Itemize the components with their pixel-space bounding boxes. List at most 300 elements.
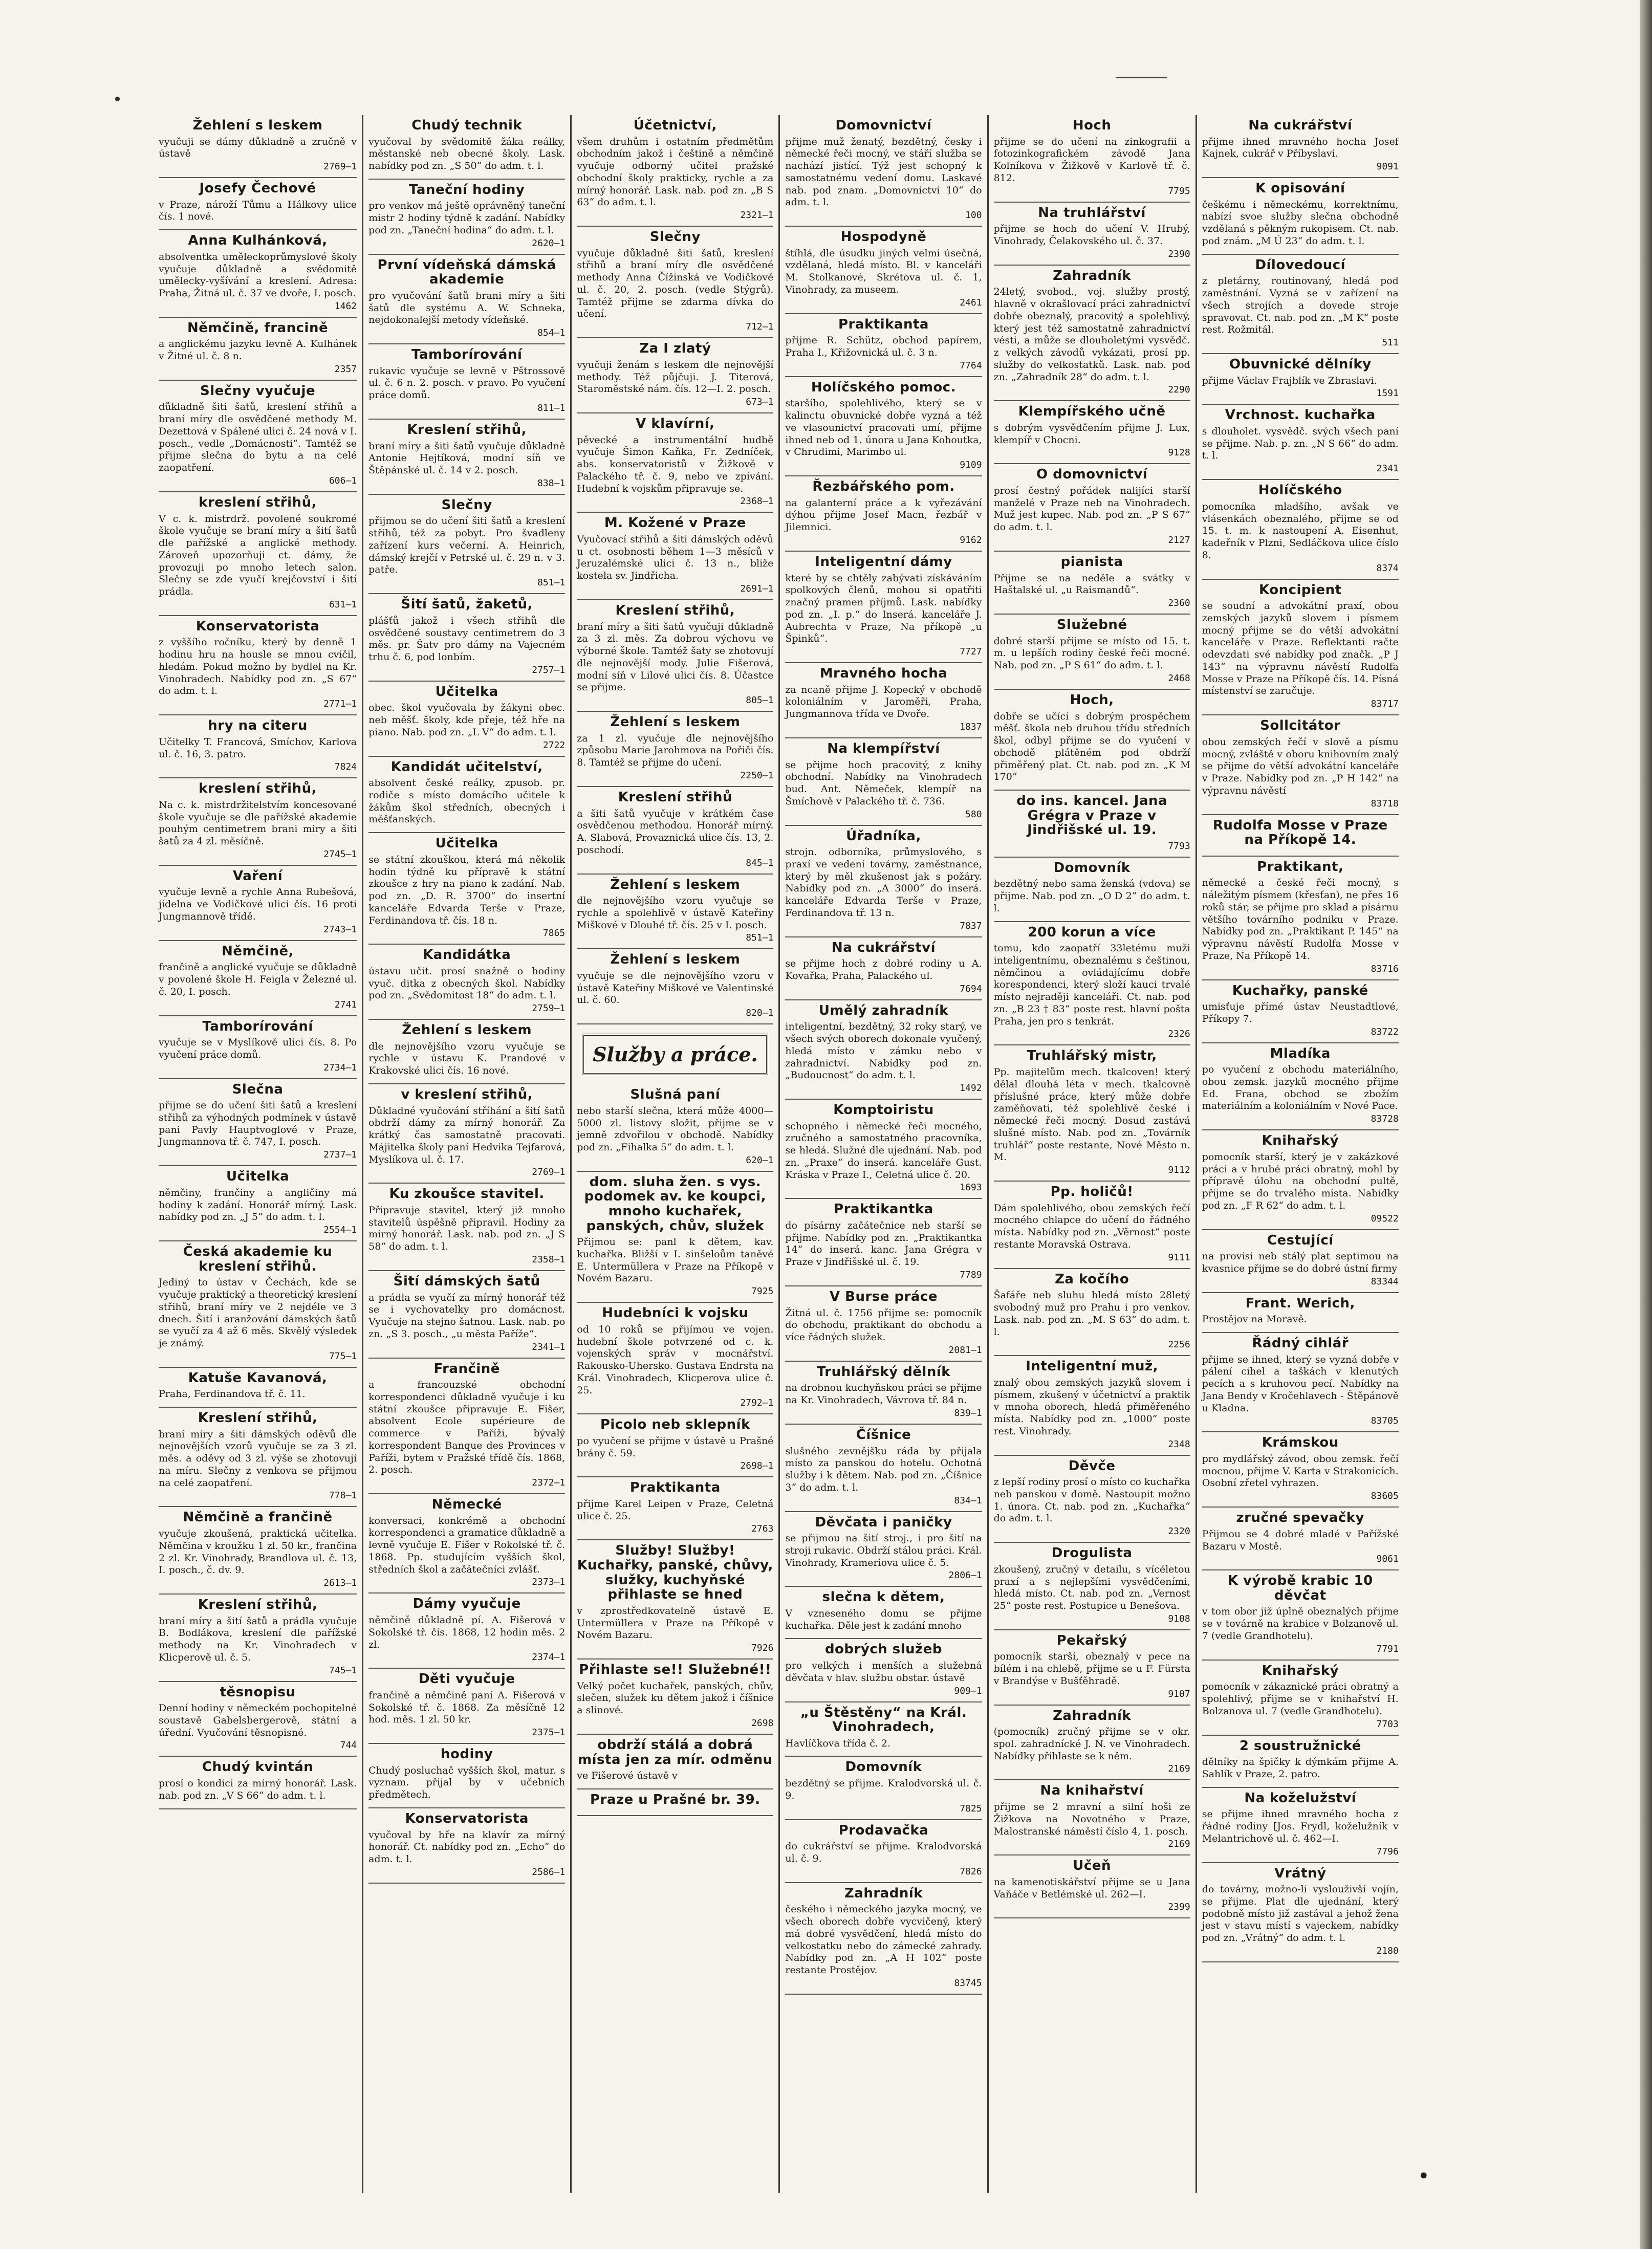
ad-title: Němčině, [222, 943, 294, 959]
ad-code: 9111 [1168, 1252, 1190, 1263]
ad-text: se státní zkouškou, která má několik hodin týdně ku přípravě k státní zkoušce z hry na piano k zadání. Nab. pod zn. „D. R. 3700“ do insertní kanceláře Edvarda Terše v Praze, Ferdinandova tř. čís. 18 n. [368, 854, 566, 926]
ad-title: Praze u Prašné br. 39. [590, 1792, 760, 1807]
ad-title: Zahradník [1053, 1708, 1132, 1723]
ad-title: Praktikant, [1257, 859, 1344, 875]
ad-title: Klempířského učně [1018, 404, 1166, 420]
ad-title: Vaření [233, 868, 283, 884]
ad-code: 2358—1 [532, 1254, 566, 1265]
ad-title: Na cukrářství [1248, 118, 1353, 133]
ad-text: pomocník v zákaznické práci obratný a spolehlivý, přijme se v knihařství H. Bolzanova ul. 7 (vedle Grandhotelu). [1202, 1681, 1399, 1717]
classified-ad [159, 778, 357, 866]
ad-text: němčiny, frančiny a angličiny má hodiny k zadání. Honorář mírný. Lask. nabídky pod zn. „J 5“ do adm. t. l. [159, 1187, 357, 1223]
ad-title: Němčině a frančině [183, 1510, 333, 1525]
ad-title: Kandidátka [423, 947, 511, 963]
ad-text: pomocník starší, který je v zakázkové práci a v hrubé práci obratný, mohl by přípravě úlohu na obchodní pultě, přijme se do trvalého místa. Nabídky pod zn. „F R 62“ do adm. t. l. [1202, 1151, 1399, 1211]
classified-ad [159, 1408, 357, 1507]
ad-text: V vzneseného domu se přijme kuchařka. Děle jest k zadání mnoho [785, 1607, 982, 1631]
ad-text: do cukrářství se přijme. Kralodvorská ul. č. 9. [785, 1841, 982, 1864]
ad-code: 2357 [334, 363, 357, 375]
ad-text: braní míry a šiti dámských oděvů dle nejnovějších vzorů vyučuje se za 3 zl. měs. a oděvy od 3 zl. výše se zhotovují na míru. Slečny z venkova se přijmou na celé zaopatření. [159, 1428, 357, 1489]
ad-code: 7727 [960, 646, 982, 658]
ad-text: přijme Karel Leipen v Praze, Celetná ulice č. 25. [577, 1498, 774, 1522]
ad-title: Děvče [1068, 1458, 1116, 1474]
ad-code: 2759—1 [532, 1003, 566, 1014]
ad-code: 805—1 [746, 695, 774, 706]
classified-ad [159, 492, 357, 616]
classified-ad [577, 1540, 773, 1660]
classified-ad [785, 826, 982, 937]
ad-text: s dlouholet. vysvědč. svých všech paní se přijme. Nab. p. zn. „N S 66“ do adm. t. l. [1202, 425, 1399, 462]
classified-ad [368, 1084, 565, 1184]
ad-code: 1591 [1376, 388, 1399, 399]
ad-code: 83718 [1371, 798, 1399, 809]
classified-ad [1202, 1788, 1399, 1863]
classified-ad [159, 866, 357, 941]
ad-code: 580 [965, 809, 982, 820]
ad-code: 7703 [1376, 1718, 1399, 1730]
ad-code: 2180 [1376, 1945, 1399, 1956]
ad-title: hodiny [441, 1746, 493, 1762]
ad-title: Tamborírování [411, 347, 523, 363]
ad-code: 2169 [1168, 1839, 1190, 1850]
classified-ad [577, 949, 773, 1024]
ad-text: Důkladné vyučování stříhání a šití šatů obdrží dámy za mírný honorář. Za krátký čas samostatně pracovati. Májitelka školy paní Hedvika Tejfarová, Myslíkova ul. č. 17. [368, 1105, 566, 1165]
ad-text: Havlíčkova třída č. 2. [785, 1737, 891, 1749]
ad-code: 2741 [334, 999, 357, 1010]
ad-code: 775—1 [329, 1350, 357, 1362]
ad-code: 2290 [1168, 384, 1190, 396]
ad-code: 09522 [1371, 1213, 1399, 1224]
classified-ad [785, 1000, 982, 1100]
ad-code: 2691—1 [740, 583, 774, 594]
ad-text: plášťů jakož i všech střihů dle osvědčené soustavy centimetrem do 3 měs. pr. Šatv pro dámy na Vajecném trhu č. 6, pod lonbím. [368, 615, 566, 663]
classified-ad [159, 1079, 357, 1167]
classified-ad [577, 1789, 773, 1817]
corner-bullet-icon: • [113, 90, 122, 109]
ad-code: 7796 [1376, 1846, 1399, 1857]
ad-text: tomu, kdo zaopatří 33letému muži inteligentnímu, obeznalému s češtinou, němčinou a ovládajícímu dobře korespondenci, který složí kauci trvalé místo nejraději kanceláři. Ct. nab. pod zn. „B 23 † 83“ poste rest. hlavní pošta Praha, jen pro s tenkrát. [993, 943, 1190, 1027]
classified-ad [994, 1045, 1190, 1182]
ad-text: Praha, Ferdinandova tř. č. 11. [159, 1388, 306, 1400]
classified-ad [1202, 1230, 1399, 1293]
classified-ad [368, 1808, 565, 1884]
ad-title: dom. sluha žen. s vys. podomek av. ke koupci, mnoho kuchařek, panských, chův, služek [584, 1174, 767, 1234]
classified-ad [785, 1286, 982, 1362]
ad-code: 83717 [1371, 698, 1399, 710]
classified-ad [994, 615, 1190, 690]
classified-ad [994, 552, 1190, 615]
ad-code: 2722 [542, 739, 566, 751]
ad-text: na provisi neb stálý plat septimou na kvasnice přijme se do dobré ústní firmy [1202, 1251, 1399, 1274]
classified-ad [159, 318, 357, 381]
classified-ad [1202, 815, 1399, 857]
ad-title: hry na citeru [208, 718, 308, 734]
column-6 [1195, 115, 1404, 2193]
ad-code: 2372—1 [532, 1477, 566, 1489]
classified-ad [577, 1172, 773, 1303]
ad-code: 7926 [751, 1643, 774, 1654]
ad-code: 7925 [751, 1286, 774, 1297]
ad-title: „u Štěstěny“ na Král. Vinohradech, [800, 1705, 967, 1735]
ad-text: se přijme hoch pracovitý, z knihy obchodní. Nabídky na Vinohradech bud. Ant. Němeček, klempíř na Šmíchově v Palackého tř. č. 736. [785, 759, 982, 807]
classified-ad [785, 1639, 982, 1702]
ad-text: pro vyučování šatů brani míry a šiti šatů dle systému A. W. Schneka, nejdokonalejší metody vídeňské. [368, 290, 566, 326]
classified-ad [368, 1494, 565, 1593]
ad-title: v kreslení střihů, [401, 1086, 533, 1102]
ad-title: Slušná paní [630, 1087, 721, 1103]
classified-ad [159, 1368, 357, 1408]
ad-title: O domovnictví [1036, 467, 1148, 483]
ad-text: braní míry a šiti šatů vyučuji důkladně za 3 zl. měs. Za dobrou výchovu ve výborné škole. Tamtéž šaty se zhotovují dle nejnovější mody. Julie Fišerová, modní síň v Lilové ulici čís. 8. Účastce se přijme. [577, 621, 774, 693]
ad-text: vyučoval by hře na klavír za mírný honorář. Ct. nabídky pod zn. „Echo“ do adm. t. l. [368, 1829, 566, 1865]
ad-text: z lepší rodiny prosí o místo co kuchařka neb panskou v domě. Nastoupit možno 1. února. Ct. nab. pod zn. „Kuchařka“ do adm. t. l. [993, 1476, 1190, 1524]
ad-title: slečna k dětem, [822, 1589, 945, 1605]
classified-ad [994, 464, 1190, 552]
ad-code: 838—1 [537, 477, 566, 489]
classified-ad [1202, 1130, 1399, 1230]
ad-title: Vrátný [1274, 1865, 1327, 1881]
ad-code: 2368—1 [740, 496, 774, 507]
classified-ad [785, 1362, 982, 1425]
ad-title: 2 soustružnické [1239, 1738, 1361, 1754]
classified-ad [577, 1414, 773, 1477]
classified-ad [785, 1199, 982, 1286]
ad-text: slušného zevnějšku ráda by přijala místo za panskou do hotelu. Ochotná služby i k dětem. Nab. pod zn. „Číšnice 3“ do adm. t. l. [785, 1445, 982, 1493]
ad-text: a anglickému jazyku levně A. Kulhánek v Žitné ul. č. 8 n. [159, 338, 357, 362]
classified-ad [577, 513, 773, 600]
ad-text: dle nejnovějšího vzoru vyučuje se rychle a spolehlivě v ústavě Kateřiny Miškové v Dlouhé tř. čís. 25 v I. posch. [577, 895, 774, 931]
ad-title: Krámskou [1262, 1435, 1339, 1451]
ad-code: 2326 [1168, 1029, 1190, 1040]
ad-text: staršího, spolehlivého, který se v kalinctu obuvnické dobře vyzná a též ve vlasounictví pracovati umí, přijme ihned neb od 1. února u Jana Kohoutka, v Chrudimi, Marimbo ul. [785, 398, 982, 458]
ad-text: Připravuje stavitel, který již mnoho stavitelů úspěšně připravil. Hodiny za mírný honorář. Lask. nab. pod zn. „J S 58“ do adm. t. l. [368, 1204, 566, 1253]
classified-ad [785, 1587, 982, 1639]
ad-code: 2081—1 [948, 1344, 982, 1356]
ad-code: 2757—1 [532, 664, 566, 675]
classified-ad [159, 1757, 357, 1809]
ad-title: Na knihařství [1040, 1783, 1144, 1799]
classified-ad [994, 1855, 1190, 1918]
classified-ad [159, 381, 357, 492]
ad-title: obdrží stálá a dobrá místa jen za mír. odměnu [578, 1737, 773, 1767]
ad-code: 2698—1 [740, 1460, 774, 1472]
ad-text: Na c. k. mistrdržitelstvím koncesované škole vyučuje se dle pařížské akademie pouhým centimetrem brani miry a šiti šatů za 4 zl. měsíčně. [159, 799, 357, 847]
classified-ad [577, 1477, 773, 1540]
ad-title: Prodavačka [838, 1822, 929, 1838]
classified-ad [368, 1020, 565, 1084]
ad-text: německé a české řeči mocný, s náležitým písmem (křesťan), ne přes 16 roků stár, se přijme pro sklad a písárnu většího továrního podniku v Praze. Nabídky pod zn. „Praktikant P. 145“ na výpravnu návěstí Rudolfa Mosse v Praze, Na Příkopě 14. [1202, 877, 1399, 962]
ad-code: 2769—1 [323, 161, 357, 172]
column-3 [570, 115, 778, 2193]
classified-ad [1202, 1508, 1399, 1570]
ad-code: 2698 [751, 1717, 774, 1729]
ad-title: Komptoiristu [833, 1102, 934, 1118]
ad-title: Domovník [1053, 860, 1131, 876]
ad-code: 100 [965, 210, 982, 221]
ad-text: pro velkých i menších a služebná děvčata v hlav. službu obstar. ústavě [785, 1660, 982, 1684]
ad-title: Žehlení s leskem [192, 118, 323, 133]
classified-ad [368, 1744, 565, 1808]
ad-code: 2320 [1168, 1526, 1190, 1537]
ad-title: Dámy vyučuje [412, 1596, 521, 1612]
ad-title: do ins. kancel. Jana Grégra v Praze v Jindřišské ul. 19. [1016, 793, 1168, 838]
classified-ad [577, 413, 773, 513]
ad-text: přijme se 2 mravní a silní hoši ze Žižkova na Novotného v Praze, Malostranské náměstí číslo 4, 1. posch. [993, 1801, 1190, 1837]
ad-text: po vyučení se přijme v ústavě u Prašné brány č. 59. [577, 1435, 774, 1459]
classified-ad [1202, 857, 1399, 980]
ad-title: kreslení střihů, [199, 494, 317, 510]
ad-text: absolvent české reálky, zpusob. pr. rodiče s místo domácího učitele k žákům škol středních, obecných i měšťanských. [368, 777, 566, 825]
classified-ad [1202, 1432, 1399, 1508]
ad-code: 7825 [960, 1803, 982, 1814]
ad-title: Hoch [1072, 118, 1112, 133]
classified-ad [785, 314, 982, 377]
ad-text: Šafáře neb sluhu hledá místo 28letý svobodný muž pro Prahu i pro venkov. Lask. nab. pod zn. „M. S 63“ do adm. t. l. [993, 1290, 1190, 1338]
ad-code: 2374—1 [532, 1652, 566, 1663]
ad-text: prosí o kondici za mírný honorář. Lask. nab. pod zn. „V S 66“ do adm. t. l. [159, 1778, 357, 1801]
ad-code: 2743—1 [323, 924, 357, 935]
ad-title: Knihařský [1262, 1133, 1339, 1149]
classified-ad [159, 1241, 357, 1368]
ad-text: přijme Václav Frajblík ve Zbraslavi. [1202, 375, 1377, 386]
classified-ad [994, 1630, 1190, 1706]
ad-title: Němčině, francině [187, 320, 329, 336]
ad-title: Frant. Werich, [1245, 1295, 1355, 1311]
ad-code: 2348 [1168, 1438, 1190, 1450]
ad-text: češkému i německému, korrektnímu, nabízí svoe služby slečna obchodně vzdělaná s pěkným rukopisem. Ct. nab. pod znám. „M Ú 23“ do adm. t. l. [1202, 199, 1399, 247]
ad-code: 83716 [1371, 963, 1399, 974]
ad-title: Hoch, [1070, 692, 1114, 708]
ad-text: schopného i německé řeči mocného, zručného a samostatného pracovníka, se hledá. Služné dle ujednání. Nab. pod zn. „Praxe“ do inserá. kanceláře Gust. Kráska v Praze I., Celetná ulice č. 20. [785, 1120, 982, 1181]
ad-title: Praktikanta [629, 1480, 721, 1496]
ad-text: Velký počet kuchařek, panských, chův, slečen, služek ku dětem jakož i číšnice a slinové. [577, 1680, 774, 1716]
ad-title: Chudý technik [411, 118, 523, 133]
ad-title: Slečny vyučuje [200, 383, 316, 399]
ad-text: Denní hodiny v německém pochopitelné soustavě Gabelsbergerově, státní a úřední. Vyučování těsnopisné. [159, 1702, 357, 1738]
top-rule [1116, 77, 1167, 78]
classified-ad [1202, 715, 1399, 815]
ad-code: 673—1 [746, 397, 774, 408]
classified-ad [1202, 1570, 1399, 1660]
classified-ad [159, 1507, 357, 1595]
ad-text: Přijmou se 4 dobré mladé v Pařížské Bazaru v Mostě. [1202, 1528, 1399, 1552]
classified-ad [368, 255, 565, 344]
ad-text: českého i německého jazyka mocný, ve všech oborech dobře vycvičený, který má dobré vysvědčení, hledá místo do velkostatku nebo do zámecké zahrady. Nabídky pod zn. „A H 102“ poste restante Prostějov. [785, 1904, 982, 1976]
ad-title: Picolo neb sklepník [600, 1417, 750, 1433]
ad-text: dělníky na špičky k dýmkám přijme A. Sahlík v Praze, 2. patro. [1202, 1756, 1399, 1780]
ad-title: pianista [1060, 554, 1123, 570]
ad-title: M. Kožené v Praze [604, 515, 746, 531]
ad-code: 2390 [1168, 248, 1190, 259]
ad-code: 9107 [1168, 1688, 1190, 1699]
classified-ad [159, 178, 357, 230]
classified-ad [1202, 1863, 1399, 1962]
ad-code: 2375—1 [532, 1727, 566, 1738]
ad-title: Josefy Čechové [199, 181, 316, 196]
ad-title: Děvčata i paničky [815, 1514, 952, 1530]
ad-code: 909—1 [954, 1685, 982, 1696]
classified-ad [159, 941, 357, 1016]
ad-title: Konservatorista [405, 1810, 529, 1826]
ad-title: Děti vyučuje [418, 1671, 515, 1687]
classified-ad [785, 227, 982, 314]
ad-title: Koncipient [1259, 582, 1342, 598]
ad-code: 854—1 [537, 327, 566, 339]
scan-edge [1640, 0, 1652, 2249]
ad-text: štíhlá, dle úsudku jiných velmi úsečná, vzdělaná, hledá místo. Bl. v kanceláři M. Stolkanové, Skrétova ul. č. 1, Vinohrady, za museem. [785, 247, 982, 295]
ad-code: 778—1 [329, 1490, 357, 1501]
ad-code: 2321—1 [740, 210, 774, 221]
classified-ad [368, 420, 565, 495]
classified-ad [785, 1425, 982, 1512]
ad-text: obou zemských řečí v slově a písmu mocný, zvláště v oboru knihovním znalý se přijme do větší advokátní kanceláře v Praze. Nabídky pod zn. „P H 142“ na výpravnu návěstí [1202, 736, 1399, 796]
ad-code: 2620—1 [532, 237, 566, 249]
ad-title: Žehlení s leskem [610, 952, 741, 968]
ad-code: 7824 [334, 761, 357, 773]
ad-text: vyučuji se dámy důkladně a zručně v ústavě [159, 136, 357, 160]
classified-ad [577, 875, 773, 950]
classified-ad [1202, 1661, 1399, 1736]
ad-title: Šití dámských šatů [393, 1273, 540, 1289]
ad-text: a francouzské obchodní korrespondenci důkladně vyučuje i ku státní zkoušce připravuje E. Fišer, absolvent Ecole supérieure de commerce v Paříži, bývalý korrespondent Banque des Provinces v Paříži, bytem v Pražské třídě čís. 1868, 2. posch. [368, 1379, 566, 1476]
ad-text: přijme se do učení šiti šatů a kreslení střihů za výhodných podmínek v ústavě pani Pavly Hauptvoglové v Praze, Jungmannova tř. č. 747, I. posch. [159, 1100, 357, 1148]
ad-text: z vyššího ročníku, který by denně 1 hodinu hru na housle se mnou cvičil, hledám. Pokud možno by bydlel na Kr. Vinohradech. Nabídky pod zn. „S 67“ do adm. t. l. [159, 637, 357, 697]
ad-code: 839—1 [954, 1407, 982, 1418]
ad-code: 2461 [960, 297, 982, 308]
ad-code: 2554—1 [323, 1225, 357, 1236]
ad-title: Na cukrářství [831, 940, 936, 955]
ad-code: 2341—1 [532, 1341, 566, 1352]
ad-text: přijmou se do učení šiti šatů a kreslení střihů, též za pobyt. Pro švadleny zařízení kurs večerní. A. Heinrich, dámský krejčí v Petrské ul. č. 29 n. v 3. patře. [368, 515, 566, 576]
ad-title: Řádný cihlář [1252, 1336, 1349, 1351]
ad-title: Holíčského pomoc. [811, 379, 957, 395]
ad-title: zručné spevačky [1236, 1510, 1364, 1526]
ad-text: pěvecké a instrumentální hudbě vyučuje Šimon Kaňka, Fr. Zedníček, abs. konservatoristů v Žižkově v Palackého tř. č. 9, nebo ve zpívání. Hudební k vojskům připravuje se. [577, 434, 774, 494]
classified-ad [1202, 115, 1399, 178]
classified-ad [785, 738, 982, 826]
classified-ad [785, 476, 982, 552]
ad-title: Domovnictví [835, 118, 932, 133]
ad-text: s dobrým vysvědčením přijme J. Lux, klempíř v Chocni. [993, 422, 1190, 446]
ad-title: Pp. holičů! [1050, 1184, 1134, 1200]
ad-text: inteligentní, bezdětný, 32 roky starý, ve všech svých oborech dokonale vyučený, hledá místo v zámku nebo v zahradnictví. Nabídky pod zn. „Budoucnost“ do adm. t. l. [785, 1021, 982, 1081]
ad-title: Učitelka [435, 836, 498, 851]
ad-text: V c. k. mistrdrž. povolené soukromé škole vyučuje se braní míry a šití šatů dle pařížské a anglické methody. Zároveň upozorňuji ct. dámy, že provozuji po mnoho letech salon. Slečny se zde vyučí krejčovství i šití prádla. [159, 513, 357, 598]
ad-code: 1837 [960, 721, 982, 732]
ad-code: 7791 [1376, 1643, 1399, 1654]
ad-title: Kandidát učitelství, [390, 759, 543, 775]
classified-ad [785, 663, 982, 738]
classified-ad [785, 115, 982, 227]
ad-text: dle nejnovějšího vzoru vyučuje se rychle v ústavu K. Prandové v Krakovské ulici čís. 16 nové. [368, 1040, 566, 1077]
classified-ad [994, 858, 1190, 922]
ad-text: braní míry a šiti šatů vyučuje důkladně Antonie Hejtíková, modní síň ve Štěpánské ul. č. 14 v 2. posch. [368, 440, 566, 476]
classified-ad [994, 1456, 1190, 1543]
ad-text: němčině důkladně pí. A. Fišerová v Sokolské tř. čís. 1868, 12 hodin měs. 2 zl. [368, 1614, 566, 1650]
ad-text: přijme R. Schütz, obchod papírem, Praha I., Křižovnická ul. č. 3 n. [785, 335, 982, 359]
ad-title: V klavírní, [636, 416, 715, 432]
ad-code: 83344 [1371, 1276, 1399, 1287]
ad-title: Hospodyně [840, 229, 927, 245]
ad-title: Inteligentní dámy [815, 554, 952, 570]
ad-code: 9091 [1376, 161, 1399, 172]
classified-ad [577, 115, 773, 227]
ad-title: Umělý zahradník [818, 1002, 949, 1018]
classified-ad [994, 922, 1190, 1046]
ad-text: z pletárny, routinovaný, hledá pod zaměstnání. Vyzná se v zařízení na všech strojích a dovede stroje spravovat. Ct. nab. pod zn. „M K“ poste rest. Rožmitál. [1202, 275, 1399, 336]
classified-ad [577, 1303, 773, 1414]
ad-title: Praktikantka [834, 1202, 933, 1217]
ad-title: Mladíka [1270, 1045, 1331, 1061]
ad-title: Služebné [1056, 617, 1127, 633]
ad-text: v tom obor již úplně obeznalých přijme se v továrně na krabice v Bolzanově ul. 7 (vedle Grandhotelu). [1202, 1606, 1399, 1642]
ad-title: Kreslení střihů, [407, 422, 527, 438]
classified-ad [1202, 980, 1399, 1043]
ad-text: zkoušený, zručný v detailu, s vícéletou praxí a s nejlepšími vysvědčeními, hledá místo. Ct. nab. pod zn. „Vernost 25“ poste rest. Postupice u Benešova. [993, 1563, 1190, 1612]
classified-ad [994, 203, 1190, 266]
ad-text: Prostějov na Moravě. [1202, 1314, 1307, 1325]
ad-title: Za kočího [1055, 1271, 1129, 1287]
ad-title: K výrobě krabic 10 děvčat [1227, 1573, 1373, 1603]
ad-text: v Praze, nároží Tůmu a Hálkovy ulice čís. 1 nové. [159, 199, 357, 223]
ad-text: přijme se do učení na zinkografii a fotozinkografickém závodě Jana Kolníkova v Žižkově v Karlově tř. č. 812. [993, 136, 1190, 184]
classified-ad [1202, 580, 1399, 716]
column-4 [778, 115, 987, 2193]
ad-text: a šiti šatů vyučuje v krátkém čase osvědčenou methodou. Honorář mírný. A. Slabová, Provaznická ulice čís. 13, 2. poschodí. [577, 807, 774, 856]
ad-text: na galanterní práce a k vyřezávání dýhou přijme Josef Macn, řezbář v Jilemnici. [785, 497, 982, 533]
ad-code: 834—1 [954, 1495, 982, 1506]
ad-title: Truhlářský dělník [816, 1364, 951, 1380]
classified-ad [994, 1780, 1190, 1855]
ad-code: 9112 [1168, 1165, 1190, 1176]
classified-ad [785, 1820, 982, 1883]
ad-text: vyučuje se v Myslíkově ulici čís. 8. Po vyučení práce domů. [159, 1037, 357, 1060]
classified-ad [577, 712, 773, 787]
ad-title: Učitelka [435, 684, 498, 700]
ad-code: 7795 [1168, 185, 1190, 196]
ad-text: strojn. odborníka, průmyslového, s praxí ve vedení továrny, zaměstnance, který by měl zkušenost jak s požáry. Nabídky pod zn. „A 3000“ do inserá. kanceláře Edvarda Terše v Praze, Ferdinandova tř. 13 n. [785, 846, 982, 919]
ad-code: 2468 [1168, 672, 1190, 684]
ad-code: 851—1 [537, 577, 566, 588]
ad-text: braní míry a šití šatů a prádla vyučuje B. Bodlákova, kreslení dle pařížské methody na Kr. Vinohradech v Klicperově ul. č. 5. [159, 1615, 357, 1663]
classified-ad [159, 115, 357, 178]
classified-ad [368, 344, 565, 420]
ad-code: 2256 [1168, 1339, 1190, 1350]
ad-text: Žitná ul. č. 1756 přijme se: pomocník do obchodu, praktikant do obchodu a více řádných služek. [785, 1307, 982, 1343]
ad-title: Zahradník [844, 1885, 923, 1901]
ad-code: 511 [1382, 337, 1399, 348]
classified-ad [1202, 1736, 1399, 1788]
ad-title: Truhlářský mistr, [1027, 1048, 1157, 1064]
ad-code: 9108 [1168, 1613, 1190, 1624]
ad-title: Vrchnost. kuchařka [1225, 407, 1376, 423]
ad-title: Chudý kvintán [202, 1759, 314, 1775]
ad-title: Anna Kulhánková, [188, 233, 328, 249]
ad-text: Jediný to ústav v Čechách, kde se vyučuje praktický a theoretický kreslení střihů, braní míry ve 2 nejdéle ve 3 dnech. Šití i aranžování dámských šatů se vyučí za 4 až 6 měs. Skvělý výsledek je známý. [159, 1277, 357, 1349]
ad-code: 2250—1 [740, 770, 774, 781]
ad-text: přijme muž ženatý, bezdětný, česky i německé řeči mocný, ve stáří služba se nachází jistící. Týž jest schopný k samostatnému vedení domu. Laskavé nab. pod znam. „Domovnictví 10“ do adm. t. l. [785, 136, 982, 208]
footer-mark: • [1418, 2165, 1430, 2188]
ad-title: Kreslení střihů, [615, 602, 735, 618]
ad-text: pro venkov má ještě oprávněný taneční mistr 2 hodiny týdně k zadání. Nabídky pod zn. „Taneční hodina“ do adm. t. l. [368, 200, 566, 236]
ad-title: Domovník [845, 1759, 922, 1775]
ad-code: 9061 [1376, 1554, 1399, 1565]
ad-code: 83705 [1371, 1415, 1399, 1427]
ad-code: 83722 [1371, 1026, 1399, 1037]
ad-code: 2341 [1376, 463, 1399, 474]
ad-text: nebo starší slečna, která může 4000—5000 zl. listovy složit, přijme se v jemně zdvořilou v obchodě. Nabídky pod zn. „Fihalka 5“ do adm. t. l. [577, 1105, 774, 1153]
ad-code: 2399 [1168, 1902, 1190, 1913]
